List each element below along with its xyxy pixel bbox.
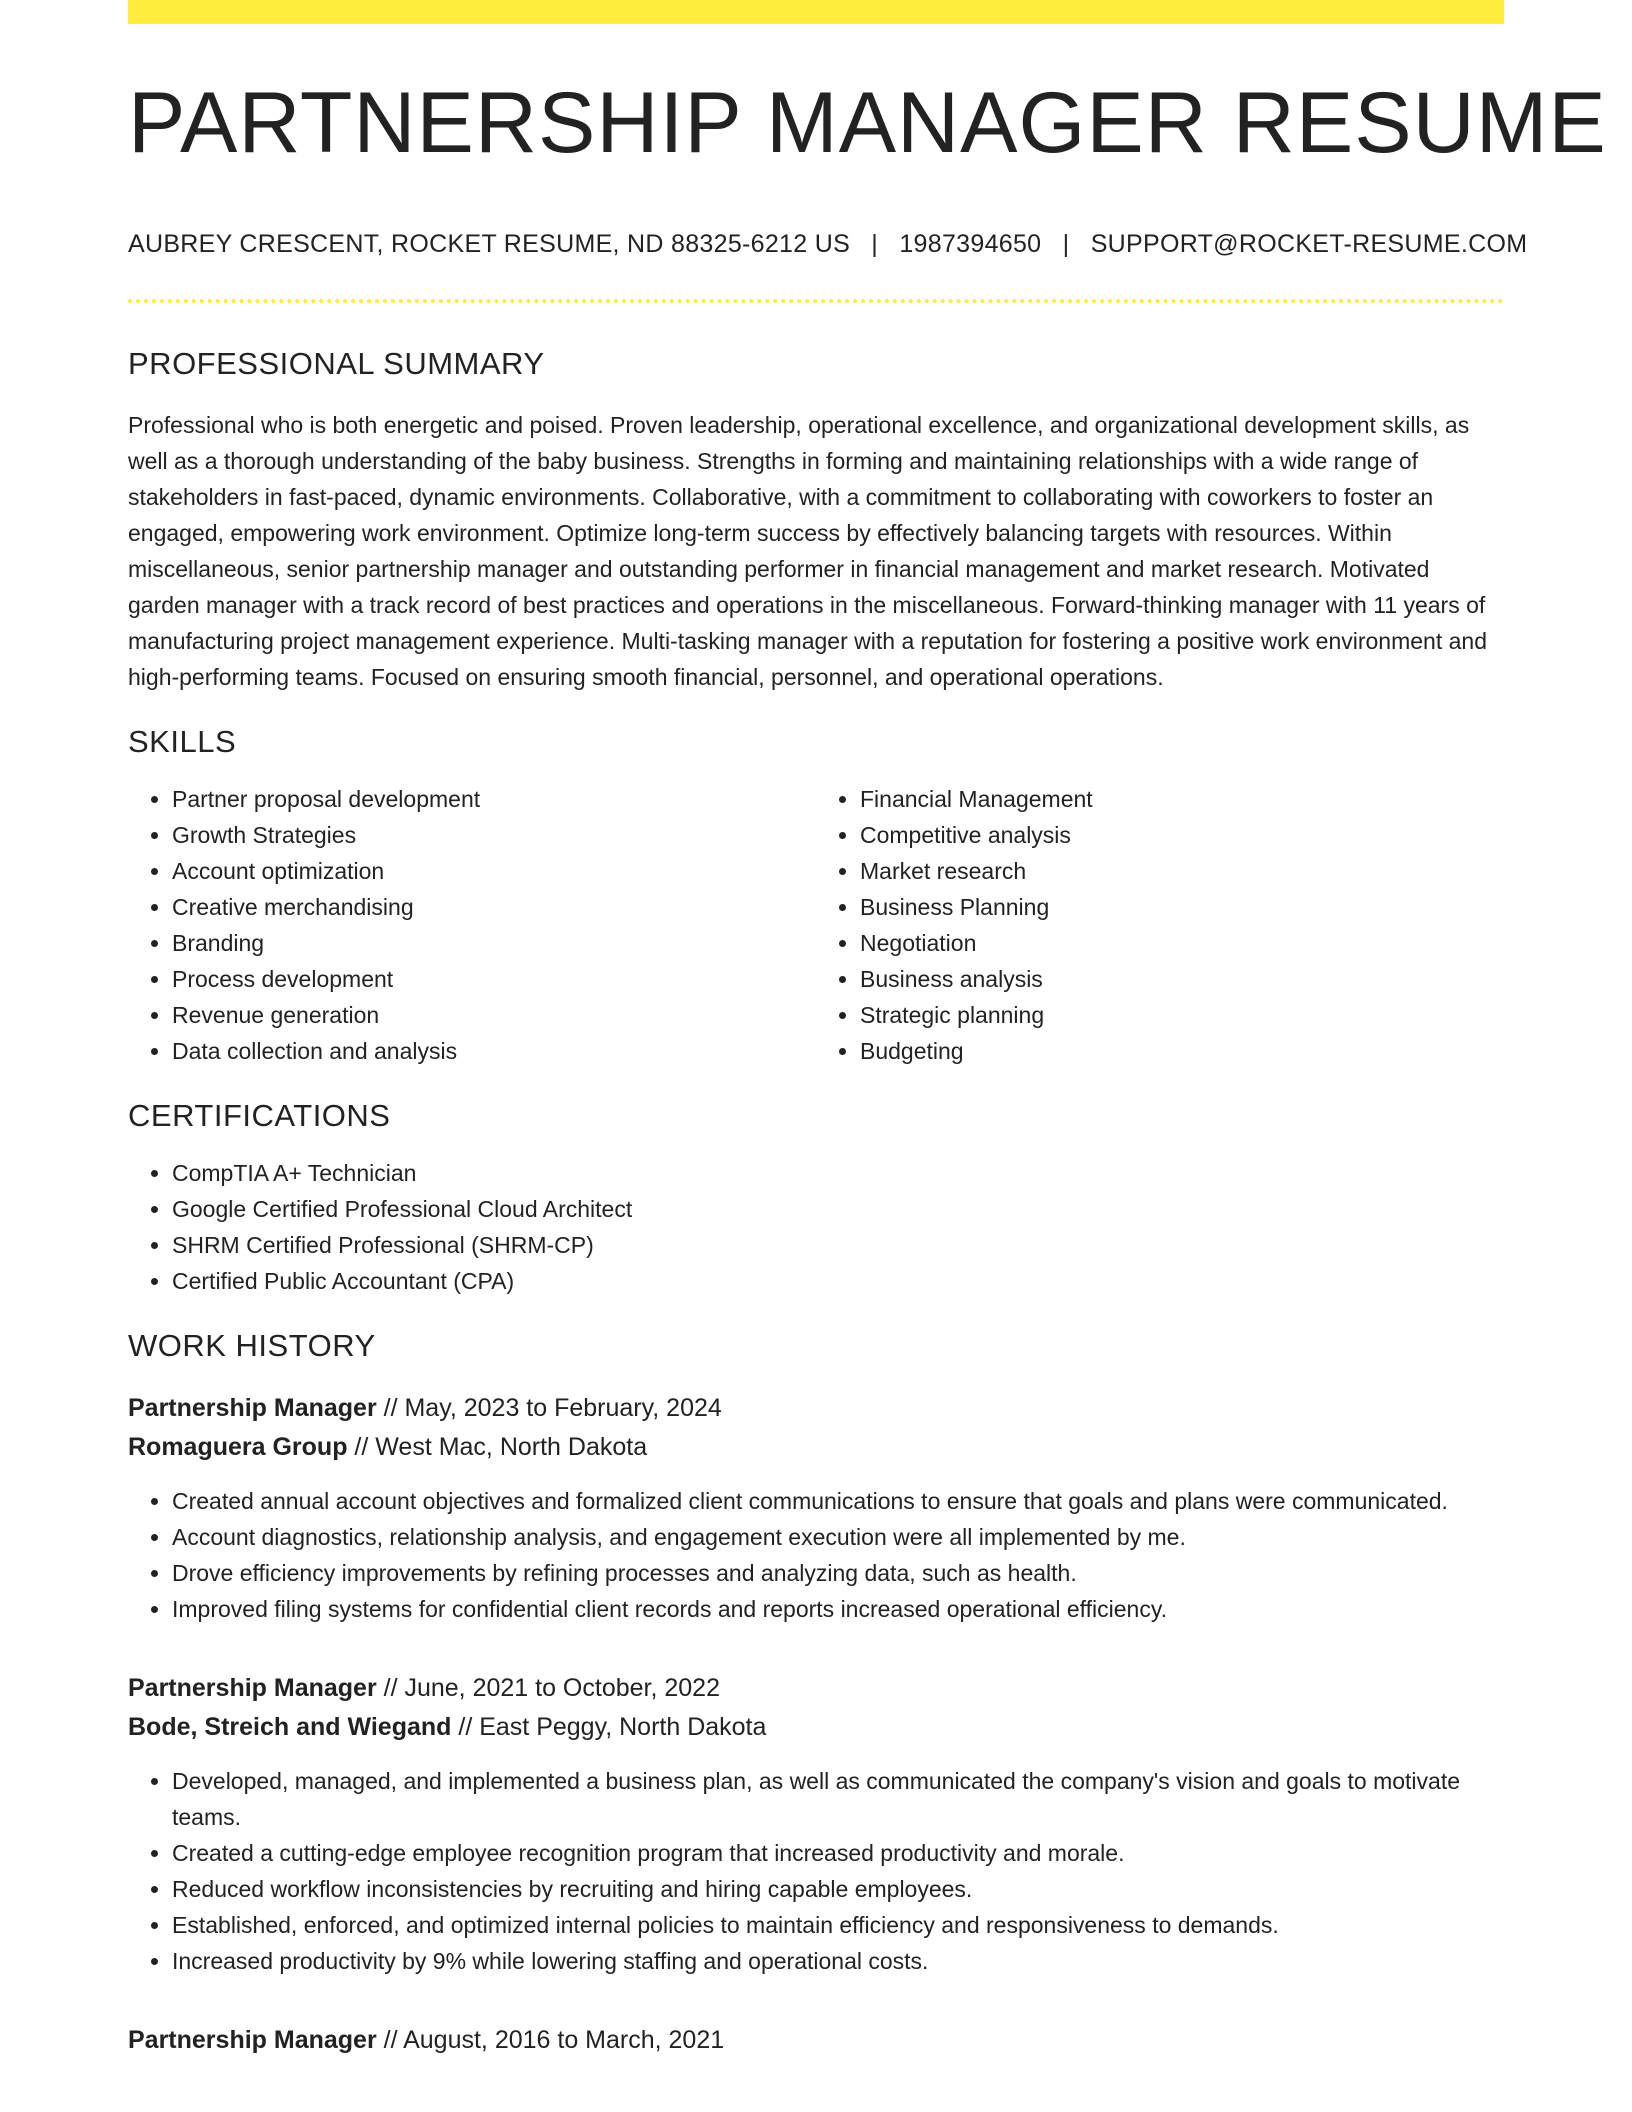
job-title-line bbox=[128, 2021, 1504, 2060]
job-title-line bbox=[128, 1389, 1504, 1428]
skills-list-left bbox=[128, 781, 816, 1069]
certification-item: • Certified Public Accountant (CPA) bbox=[172, 1263, 1504, 1299]
job-bullets bbox=[128, 1763, 1504, 1979]
contact-line bbox=[128, 230, 1528, 259]
job-bullets bbox=[128, 1483, 1504, 1627]
job-entry bbox=[128, 2021, 1504, 2060]
job-location: // West Mac, North Dakota bbox=[347, 1433, 648, 1462]
job-bullet: • Created a cutting-edge employee recognition program that increased productivity and morale. bbox=[172, 1835, 1504, 1871]
contact-separator: | bbox=[1062, 230, 1070, 258]
certification-item: • SHRM Certified Professional (SHRM-CP) bbox=[172, 1227, 1504, 1263]
job-company-line bbox=[128, 1708, 1504, 1747]
job-bullet: • Increased productivity by 9% while lowering staffing and operational costs. bbox=[172, 1943, 1504, 1979]
job-title: Partnership Manager bbox=[128, 1674, 377, 1703]
contact-phone: 1987394650 bbox=[899, 230, 1042, 258]
section-heading-summary: PROFESSIONAL SUMMARY bbox=[128, 346, 545, 381]
resume-page bbox=[128, 0, 1607, 2060]
skill-item: • Growth Strategies bbox=[172, 817, 816, 853]
job-company: Bode, Streich and Wiegand bbox=[128, 1713, 452, 1742]
skill-item: • Partner proposal development bbox=[172, 781, 816, 817]
skill-item: • Creative merchandising bbox=[172, 889, 816, 925]
accent-top-bar bbox=[128, 0, 1504, 24]
skill-item: • Strategic planning bbox=[860, 997, 1504, 1033]
contact-address: AUBREY CRESCENT, ROCKET RESUME, ND 88325-6212 US bbox=[128, 230, 851, 258]
skill-item: • Data collection and analysis bbox=[172, 1033, 816, 1069]
skill-item: • Account optimization bbox=[172, 853, 816, 889]
job-company: Romaguera Group bbox=[128, 1433, 348, 1462]
skill-item: • Business analysis bbox=[860, 961, 1504, 997]
section-heading-certifications: CERTIFICATIONS bbox=[128, 1098, 391, 1134]
job-bullet: • Created annual account objectives and formalized client communications to ensure that goals and plans were communicated. bbox=[172, 1483, 1504, 1519]
skill-item: • Revenue generation bbox=[172, 997, 816, 1033]
skill-item: • Market research bbox=[860, 853, 1504, 889]
section-heading-work-history: WORK HISTORY bbox=[128, 1328, 376, 1364]
skill-item: • Negotiation bbox=[860, 925, 1504, 961]
skills-list-right bbox=[816, 781, 1504, 1069]
certification-item: • CompTIA A+ Technician bbox=[172, 1155, 1504, 1191]
job-entry bbox=[128, 1669, 1504, 1979]
contact-email: SUPPORT@ROCKET-RESUME.COM bbox=[1090, 230, 1528, 258]
summary-text: Professional who is both energetic and poised. Proven leadership, operational excellence, and organizational development skills, as well as a thorough understanding of the baby business. Strengths in forming and maintaining relationships with a wide range of stakeholders in fast-paced, dynamic environments. Collaborative, with a commitment to collaborating with coworkers to foster an engaged, empowering work environment. Optimize long-term success by effectively balancing targets with resources. Within miscellaneous, senior partnership manager and outstanding performer in financial management and market research. Motivated garden manager with a track record of best practices and operations in the miscellaneous. Forward-thinking manager with 11 years of manufacturing project management experience. Multi-tasking manager with a reputation for fostering a positive work environment and high-performing teams. Focused on ensuring smooth financial, personnel, and operational operations. bbox=[128, 412, 1487, 691]
job-dates: // June, 2021 to October, 2022 bbox=[376, 1674, 720, 1703]
section-heading-skills: SKILLS bbox=[128, 724, 237, 760]
job-bullet: • Established, enforced, and optimized internal policies to maintain efficiency and responsiveness to demands. bbox=[172, 1907, 1504, 1943]
skill-item: • Business Planning bbox=[860, 889, 1504, 925]
certification-item: • Google Certified Professional Cloud Architect bbox=[172, 1191, 1504, 1227]
skill-item: • Branding bbox=[172, 925, 816, 961]
job-bullet: • Developed, managed, and implemented a business plan, as well as communicated the company's vision and goals to motivate teams. bbox=[172, 1763, 1504, 1835]
job-bullet: • Reduced workflow inconsistencies by recruiting and hiring capable employees. bbox=[172, 1871, 1504, 1907]
job-bullet: • Account diagnostics, relationship analysis, and engagement execution were all implemented by me. bbox=[172, 1519, 1504, 1555]
job-title: Partnership Manager bbox=[128, 1394, 377, 1423]
job-dates: // August, 2016 to March, 2021 bbox=[376, 2026, 725, 2055]
skill-item: • Process development bbox=[172, 961, 816, 997]
skill-item: • Financial Management bbox=[860, 781, 1504, 817]
certifications-list bbox=[128, 1155, 1504, 1299]
skill-item: • Budgeting bbox=[860, 1033, 1504, 1069]
job-bullet: • Drove efficiency improvements by refining processes and analyzing data, such as health. bbox=[172, 1555, 1504, 1591]
job-bullet: • Improved filing systems for confidential client records and reports increased operational efficiency. bbox=[172, 1591, 1504, 1627]
resume-title: PARTNERSHIP MANAGER RESUME bbox=[128, 75, 1607, 171]
job-title-line bbox=[128, 1669, 1504, 1708]
job-company-line bbox=[128, 1428, 1504, 1467]
job-entry bbox=[128, 1389, 1504, 1627]
job-location: // East Peggy, North Dakota bbox=[451, 1713, 767, 1742]
skill-item: • Competitive analysis bbox=[860, 817, 1504, 853]
job-title: Partnership Manager bbox=[128, 2026, 377, 2055]
job-dates: // May, 2023 to February, 2024 bbox=[376, 1394, 722, 1423]
dotted-divider bbox=[128, 299, 1504, 303]
contact-separator: | bbox=[871, 230, 879, 258]
skills-grid bbox=[128, 781, 1504, 1069]
